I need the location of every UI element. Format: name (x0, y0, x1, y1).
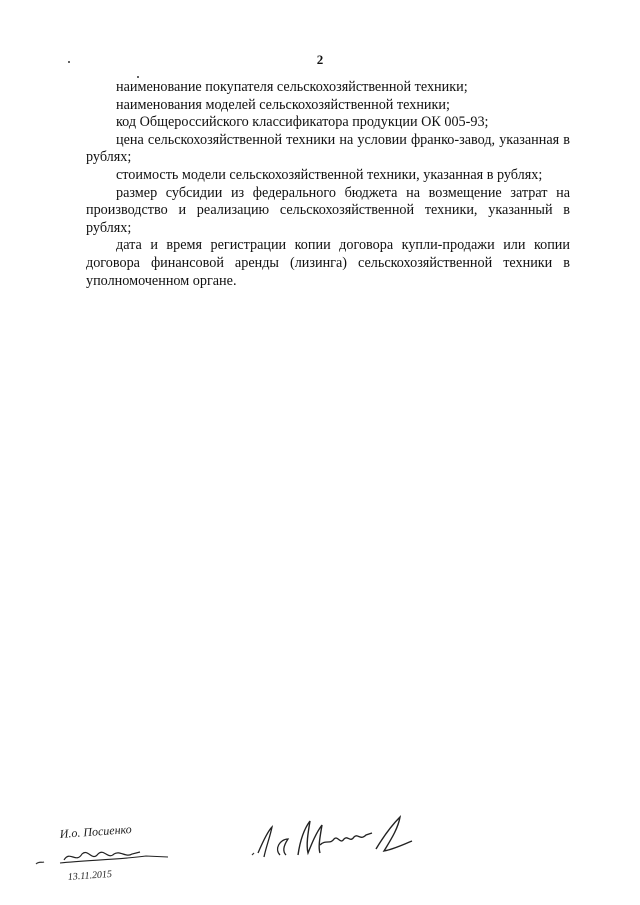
signature (250, 805, 430, 865)
scan-speck (137, 76, 139, 78)
list-item: дата и время регистрации копии договора купли-продажи или копии договора финансовой аренды (лизинга) сельскохозяйственной техники в уполномоченном органе. (86, 237, 570, 289)
document-body (86, 79, 570, 290)
page-number: 2 (316, 52, 324, 67)
approval-handwriting (36, 821, 186, 886)
list-item: размер субсидии из федерального бюджета на возмещение затрат на производство и реализацию сельскохозяйственной техники, указанный в рублях; (86, 184, 570, 236)
initials-underline (60, 856, 168, 863)
list-item: стоимость модели сельскохозяйственной техники, указанная в рублях; (116, 166, 543, 183)
margin-mark (36, 862, 44, 864)
initials-scribble (64, 852, 140, 860)
approval-name: И.о. Посиенко (59, 821, 133, 841)
list-item: код Общероссийского классификатора продукции ОК 005-93; (116, 114, 489, 131)
signature-icon (250, 805, 430, 865)
approval-note (36, 821, 186, 886)
approval-date: 13.11.2015 (67, 868, 113, 883)
list-item: цена сельскохозяйственной техники на условии франко-завод, указанная в рублях; (86, 131, 570, 166)
list-item: наименование покупателя сельскохозяйственной техники; (116, 79, 468, 95)
list-item: наименования моделей сельскохозяйственной техники; (116, 96, 450, 113)
